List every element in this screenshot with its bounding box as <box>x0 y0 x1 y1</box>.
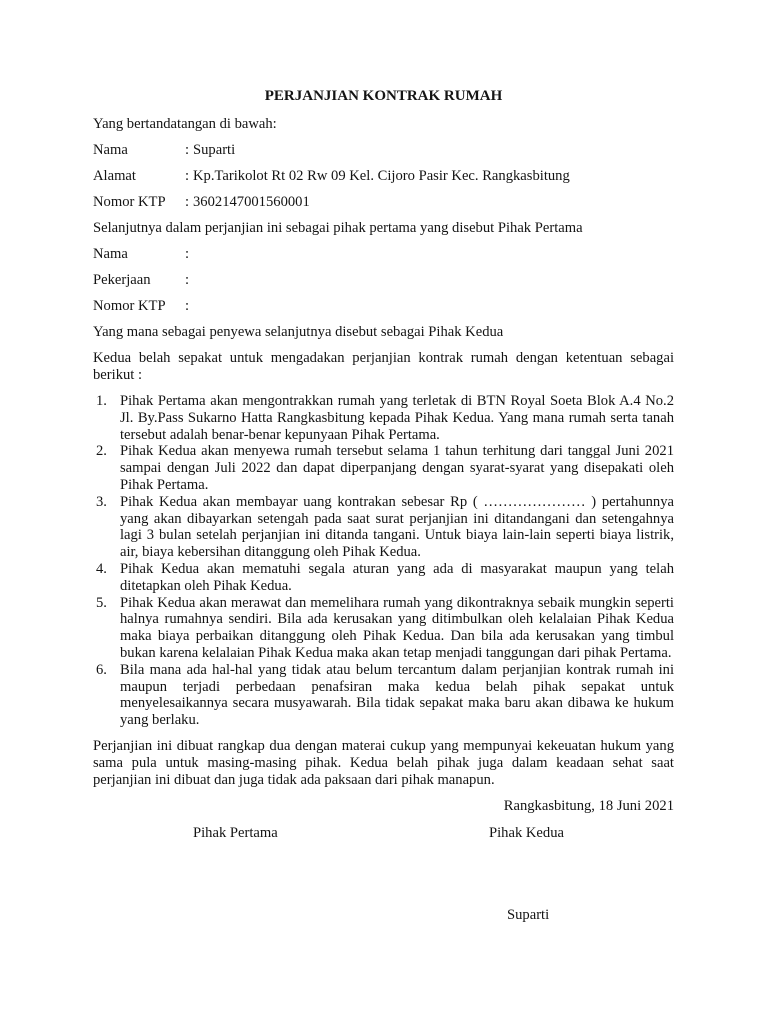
colon: : <box>185 272 190 288</box>
second-party-signature-label: Pihak Kedua <box>489 824 564 841</box>
term-item <box>93 393 674 443</box>
colon: : <box>185 142 190 158</box>
document-title: PERJANJIAN KONTRAK RUMAH <box>264 88 503 104</box>
party1-name-value: Suparti <box>193 142 236 158</box>
agreement-intro: Kedua belah sepakat untuk mengadakan perjanjian kontrak rumah dengan ketentuan sebagai berikut : <box>93 350 674 383</box>
colon: : <box>185 298 190 314</box>
party1-ktp-value: 3602147001560001 <box>193 194 310 210</box>
party2-job-label: Pekerjaan <box>93 272 151 288</box>
party2-name-label: Nama <box>93 246 128 262</box>
party2-block <box>93 246 674 341</box>
party1-ktp-row <box>93 194 674 211</box>
colon: : <box>185 246 190 262</box>
party1-address-row <box>93 168 674 185</box>
term-text: Pihak Pertama akan mengontrakkan rumah yang terletak di BTN Royal Soeta Blok A.4 No.2 Jl. By.Pass Sukarno Hatta Rangkasbitung kepada Pihak Kedua. Yang mana rumah serta tanah tersebut adalah benar-benar kepunyaan Pihak Pertama. <box>120 393 674 443</box>
term-item <box>93 662 674 729</box>
date-line: Rangkasbitung, 18 Juni 2021 <box>503 797 674 814</box>
party2-ktp-row <box>93 298 674 315</box>
party2-job-row <box>93 272 674 289</box>
party2-ktp-label: Nomor KTP <box>93 298 166 314</box>
term-text: Pihak Kedua akan membayar uang kontrakan sebesar Rp ( ………………… ) pertahunnya yang akan dibayarkan setengah pada saat surat perjanjian ini ditandangani dan setengahnya lagi 3 bulan setelah perjanjian ini ditanda tangani. Untuk biaya lain-lain seperti biaya listrik, air, biaya kebersihan ditanggung oleh Pihak Kedua. <box>120 493 674 561</box>
term-number: 3. <box>96 493 107 510</box>
term-item <box>93 494 674 561</box>
party1-ktp-label: Nomor KTP <box>93 194 166 210</box>
party1-address-label: Alamat <box>93 168 136 184</box>
term-number: 4. <box>96 560 107 577</box>
intro-line: Yang bertandatangan di bawah: <box>93 116 277 132</box>
term-text: Pihak Kedua akan merawat dan memelihara rumah yang dikontraknya sebaik mungkin seperti halnya rumahnya sendiri. Bila ada kerusakan yang ditimbulkan oleh kelalaian Pihak Kedua maka biaya perbaikan ditanggung oleh Pihak Kedua. Dan bila ada kerusakan yang timbul bukan karena kelalaian Pihak Kedua maka akan tetap menjadi tanggungan dari pihak Pertama. <box>120 594 674 661</box>
party2-note: Yang mana sebagai penyewa selanjutnya disebut sebagai Pihak Kedua <box>93 324 504 340</box>
term-text: Pihak Kedua akan mematuhi segala aturan yang ada di masyarakat maupun yang telah ditetapkan oleh Pihak Kedua. <box>120 560 674 594</box>
term-item <box>93 561 674 595</box>
colon: : <box>185 168 190 184</box>
party1-block <box>93 142 674 237</box>
term-number: 6. <box>96 661 107 678</box>
party2-ktp-value <box>193 298 674 315</box>
party1-name-row <box>93 142 674 159</box>
party1-note: Selanjutnya dalam perjanjian ini sebagai pihak pertama yang disebut Pihak Pertama <box>93 220 583 236</box>
term-number: 1. <box>96 393 107 409</box>
terms-list <box>93 393 674 729</box>
party1-name-label: Nama <box>93 142 128 158</box>
term-number: 5. <box>96 594 107 611</box>
document-body <box>93 86 674 842</box>
term-text: Pihak Kedua akan menyewa rumah tersebut selama 1 tahun terhitung dari tanggal Juni 2021 sampai dengan Juli 2022 dan dapat diperpanjang dengan syarat-syarat yang disepakati oleh Pihak Pertama. <box>120 443 674 493</box>
party2-job-value <box>193 272 674 289</box>
colon: : <box>185 194 190 210</box>
party2-name-row <box>93 246 674 263</box>
signer-name: Suparti <box>507 907 550 923</box>
closing-paragraph: Perjanjian ini dibuat rangkap dua dengan materai cukup yang mempunyai kekeuatan hukum yang sama pula untuk masing-masing pihak. Kedua belah pihak juga dalam keadaan sehat saat perjanjian ini dibuat dan juga tidak ada paksaan dari pihak manapun. <box>93 737 674 788</box>
party1-address-value: Kp.Tarikolot Rt 02 Rw 09 Kel. Cijoro Pasir Kec. Rangkasbitung <box>193 168 570 184</box>
term-item <box>93 443 674 493</box>
signature-labels <box>93 825 674 842</box>
party2-name-value <box>193 246 674 263</box>
term-item <box>93 595 674 662</box>
term-number: 2. <box>96 443 107 460</box>
term-text: Bila mana ada hal-hal yang tidak atau belum tercantum dalam perjanjian kontrak rumah ini maupun terjadi perbedaan penafsiran maka kedua belah pihak sepakat untuk menyelesaikannya secara musyawarah. Bila tidak sepakat maka baru akan dibawa ke hukum yang berlaku. <box>120 661 674 729</box>
first-party-signature-label: Pihak Pertama <box>193 824 278 841</box>
